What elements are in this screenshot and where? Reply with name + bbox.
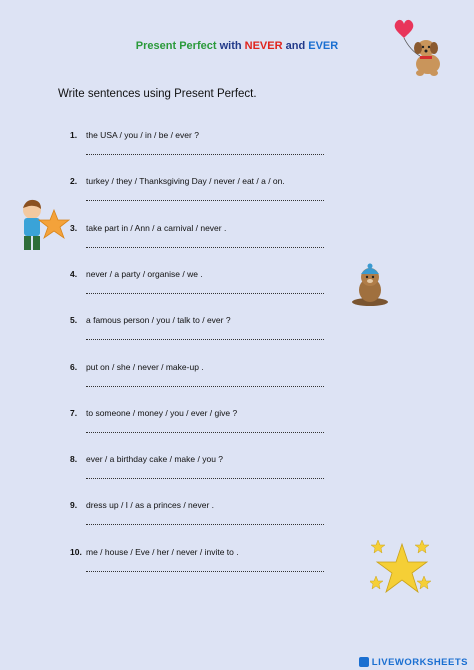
item-number: 4.	[70, 268, 78, 279]
answer-line[interactable]	[86, 200, 324, 201]
title-part-present-perfect: Present Perfect	[135, 40, 217, 52]
item-number: 3.	[70, 222, 78, 233]
list-item	[70, 408, 330, 454]
liveworksheets-logo[interactable]	[359, 656, 468, 668]
answer-line[interactable]	[86, 339, 324, 340]
item-prompt: turkey / they / Thanksgiving Day / never / eat / a / on.	[86, 176, 285, 187]
item-number: 9.	[70, 500, 78, 511]
item-prompt: never / a party / organise / we .	[86, 268, 203, 279]
list-item	[70, 130, 330, 176]
item-number: 10.	[70, 546, 82, 557]
title-part-never: NEVER	[244, 40, 283, 52]
item-prompt: dress up / I / as a princes / never .	[86, 500, 215, 511]
item-prompt: take part in / Ann / a carnival / never .	[86, 222, 227, 233]
answer-line[interactable]	[86, 293, 324, 294]
item-prompt: put on / she / never / make-up .	[86, 361, 204, 372]
item-prompt: the USA / you / in / be / ever ?	[86, 130, 199, 140]
answer-line[interactable]	[86, 571, 324, 572]
title-part-and: and	[285, 40, 306, 52]
item-number: 8.	[70, 454, 78, 465]
list-item	[70, 315, 330, 361]
title-part-with: with	[219, 40, 242, 52]
list-item	[70, 362, 330, 408]
item-number: 2.	[70, 176, 78, 187]
item-number: 5.	[70, 315, 78, 326]
list-item	[70, 269, 330, 315]
item-prompt: a famous person / you / talk to / ever ?	[86, 315, 231, 326]
answer-line[interactable]	[86, 247, 324, 248]
answer-line[interactable]	[86, 386, 324, 387]
liveworksheets-badge-icon	[359, 657, 369, 667]
dog-with-heart-balloon-icon	[390, 18, 450, 80]
list-item	[70, 500, 330, 546]
boy-with-star-icon	[14, 196, 70, 256]
item-prompt: to someone / money / you / ever / give ?	[86, 407, 238, 418]
item-number: 7.	[70, 407, 78, 418]
item-number: 1.	[70, 130, 78, 140]
list-item	[70, 547, 330, 593]
liveworksheets-brand-text: LIVEWORKSHEETS	[371, 656, 468, 668]
groundhog-icon	[350, 260, 390, 306]
answer-line[interactable]	[86, 154, 324, 155]
list-item	[70, 176, 330, 222]
title-part-ever: EVER	[308, 40, 339, 52]
item-prompt: ever / a birthday cake / make / you ?	[86, 454, 224, 465]
stars-icon	[370, 538, 432, 602]
answer-line[interactable]	[86, 432, 324, 433]
list-item	[70, 223, 330, 269]
item-number: 6.	[70, 361, 78, 372]
answer-line[interactable]	[86, 478, 324, 479]
instruction-text: Write sentences using Present Perfect.	[58, 88, 257, 100]
list-item	[70, 454, 330, 500]
answer-line[interactable]	[86, 524, 324, 525]
item-prompt: me / house / Eve / her / never / invite to .	[86, 546, 239, 557]
